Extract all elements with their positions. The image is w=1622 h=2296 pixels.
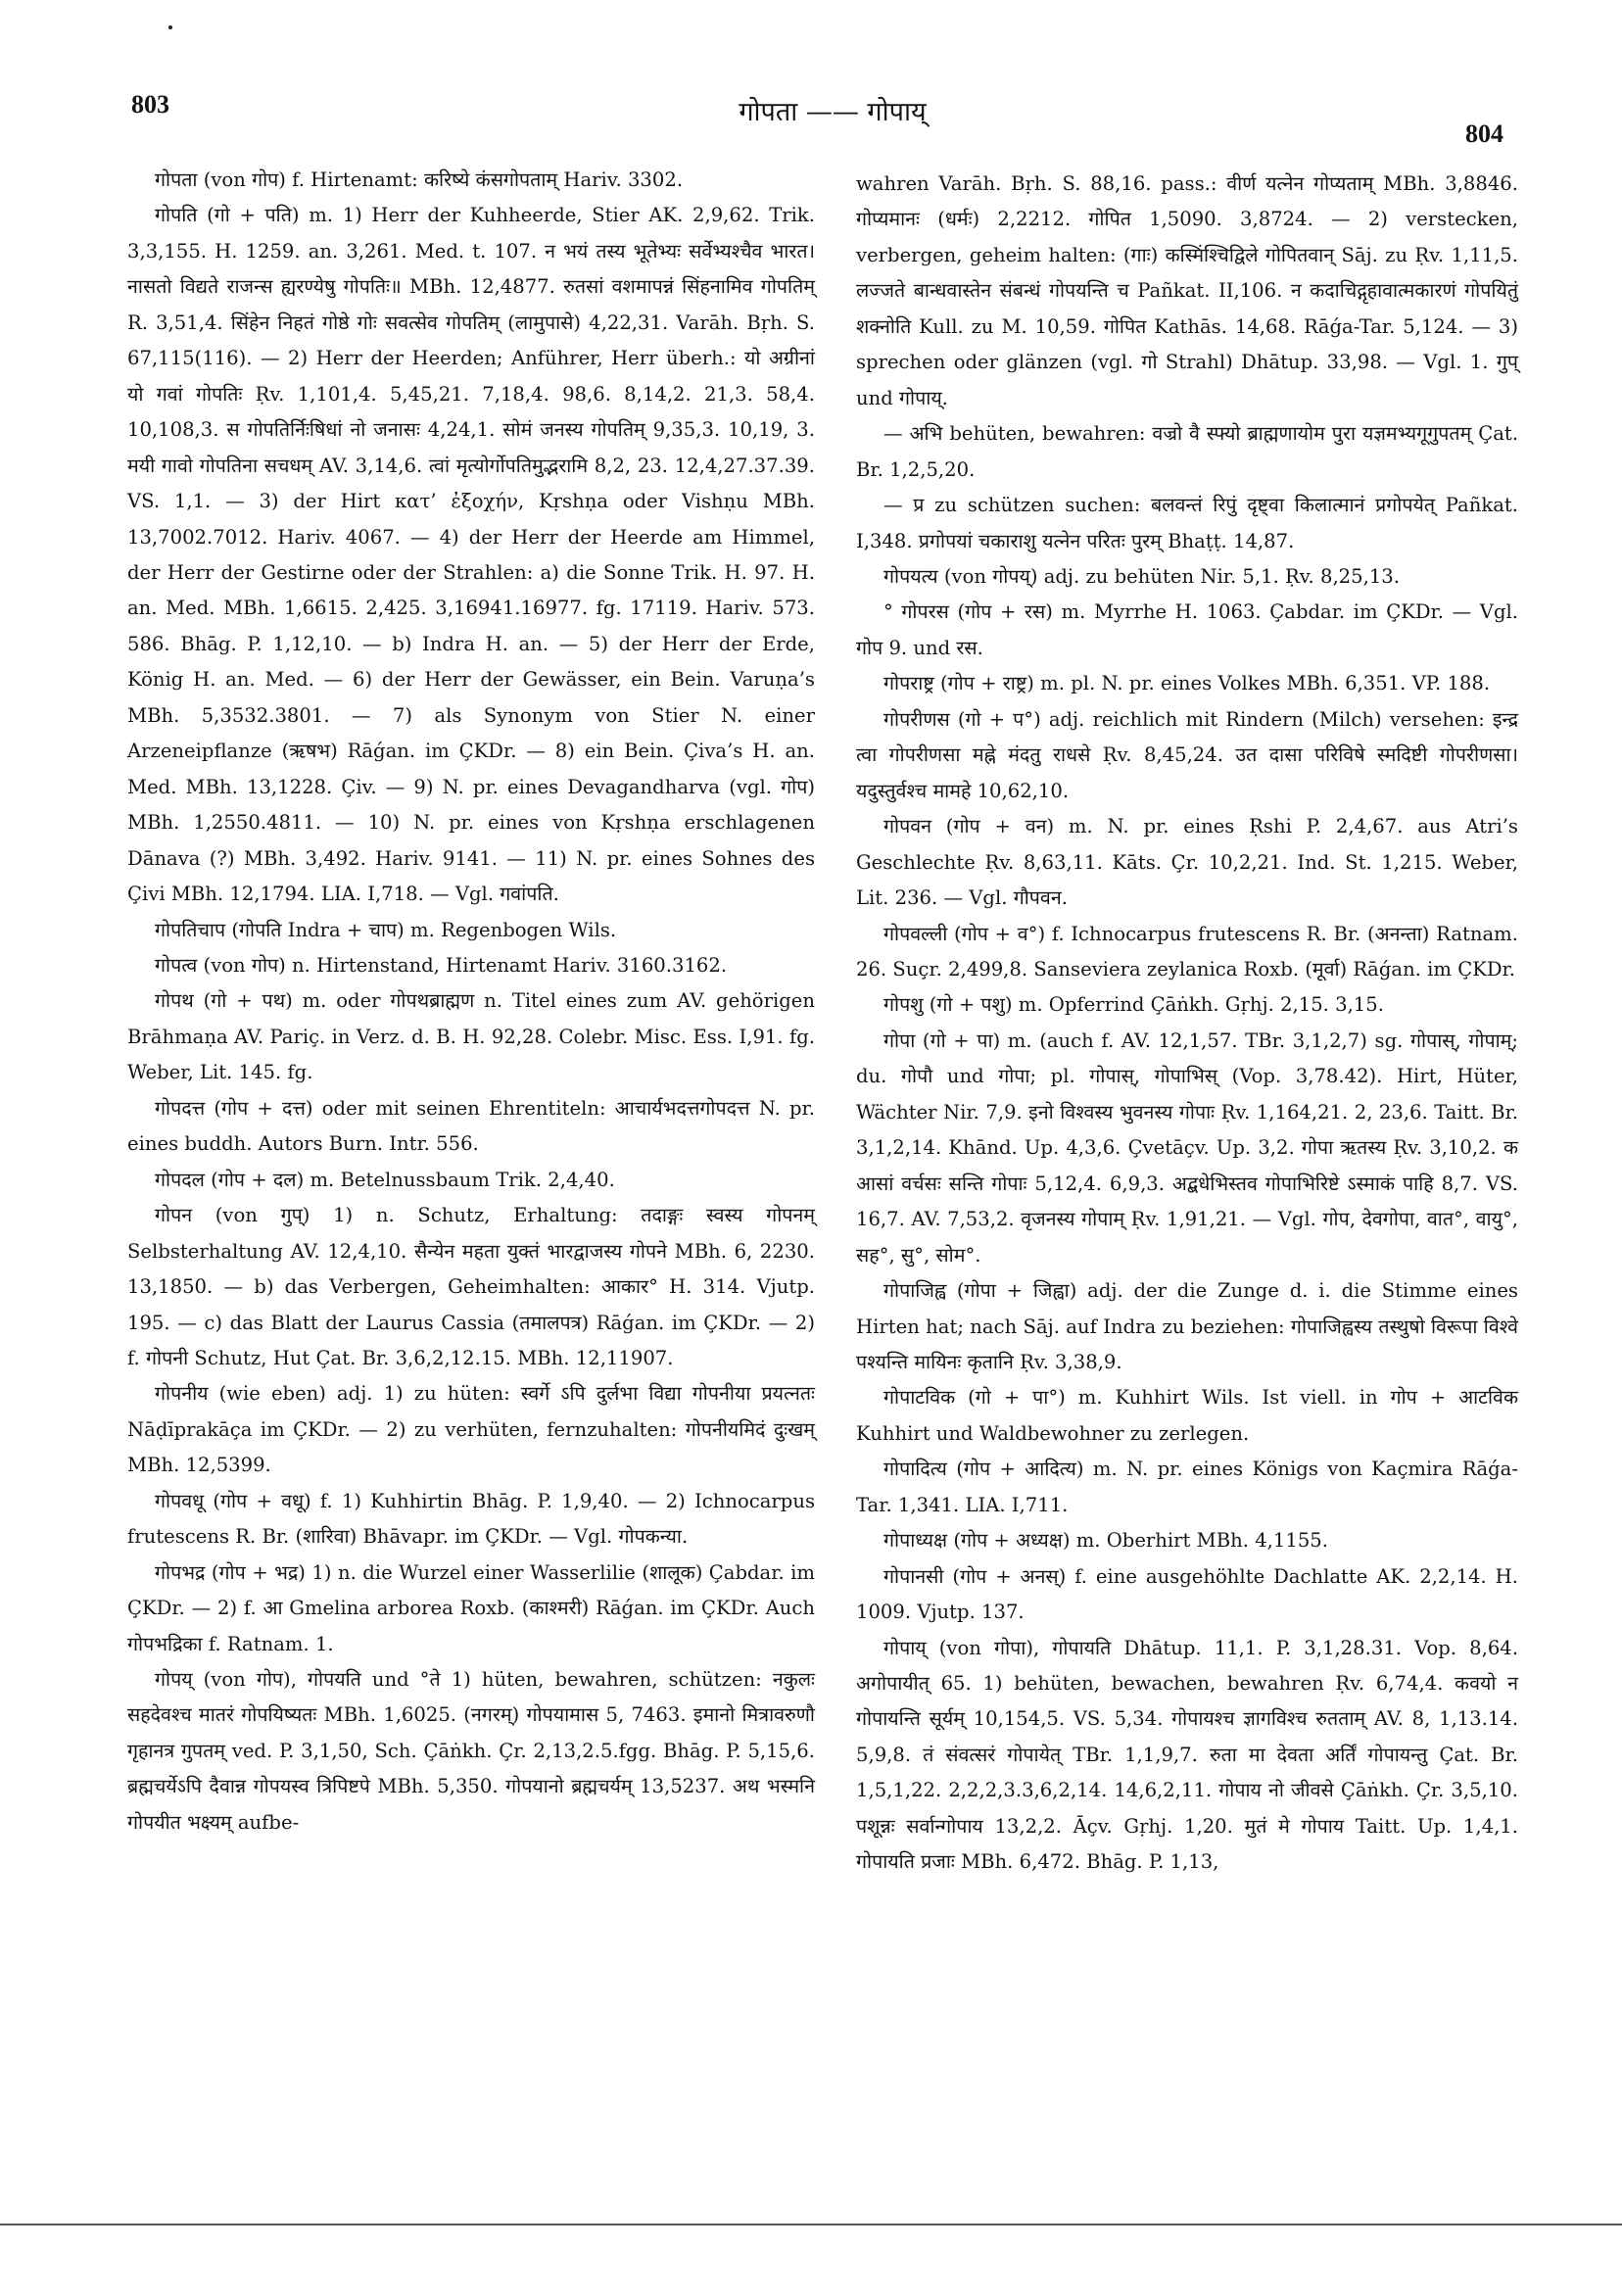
dictionary-entry: गोपशु (गो + पशु) m. Opferrind Çāṅkh. Gṛhj. 2,15. 3,15. <box>883 993 1384 1017</box>
dictionary-entry: गोपाय् (von गोपा), गोपायति Dhātup. 11,1. P. 3,1,28.31. Vop. 8,64. अगोपायीत् 65. 1) behüten, bewachen, bewahren Ṛv. 6,74,4. कवयो न गोपायन्ति सूर्यम् 10,154,5. VS. 5,34. गोपायश्च ज्ञागविश्च रुतताम् AV. 8, 1,13.14. 5,9,8. तं संवत्सरं गोपायेत् TBr. 1,1,9,7. रुता मा देवता अर्तिं गोपायन्तु Çat. Br. 1,5,1,22. 2,2,2,3.3,6,2,14. 14,6,2,11. गोपाय नो जीवसे Çāṅkh. Çr. 3,5,10. पशून्नः सर्वान्गोपाय 13,2,2. Āçv. Gṛhj. 1,20. मुतं मे गोपाय Taitt. Up. 1,4,1. गोपायति प्रजाः MBh. 6,472. Bhāg. P. 1,13, <box>856 1636 1518 1874</box>
dictionary-entry: गोपा (गो + पा) m. (auch f. AV. 12,1,57. TBr. 3,1,2,7) sg. गोपास्, गोपाम्; du. गोपौ und गोपा; pl. गोपास्, गोपाभिस् (Vop. 3,78.42). Hirt, Hüter, Wächter Nir. 7,9. इनो विश्वस्य भुवनस्य गोपाः Ṛv. 1,164,21. 2, 23,6. Taitt. Br. 3,1,2,14. Khānd. Up. 4,3,6. Çvetāçv. Up. 3,2. गोपा ऋतस्य Ṛv. 3,10,2. क आसां वर्चसः सन्ति गोपाः 5,12,4. 6,9,3. अद्बधेभिस्तव गोपाभिरिष्टे ऽस्माकं पाहि 8,7. VS. 16,7. AV. 7,53,2. वृजनस्य गोपाम् Ṛv. 1,91,21. — Vgl. गोप, देवगोपा, वात°, वायु°, सह°, सु°, सोम°. <box>856 1028 1518 1267</box>
dictionary-entry: गोपराष्ट्र (गोप + राष्ट्र) m. pl. N. pr. eines Volkes MBh. 6,351. VP. 188. <box>883 672 1491 695</box>
dictionary-entry: गोपानसी (गोप + अनस्) f. eine ausgehöhlte Dachlatte AK. 2,2,14. H. 1009. Vjutp. 137. <box>856 1564 1518 1624</box>
left-column <box>127 163 815 1841</box>
dictionary-entry: गोपवल्ली (गोप + व°) f. Ichnocarpus frutescens R. Br. (अनन्ता) Ratnam. 26. Suçr. 2,499,8. Sanseviera zeylanica Roxb. (मूर्वा) Rāǵan. im ÇKDr. <box>856 922 1518 981</box>
dictionary-entry: गोपाध्यक्ष (गोप + अध्यक्ष) m. Oberhirt MBh. 4,1155. <box>883 1529 1328 1553</box>
entry-continuation: wahren Varāh. Bṛh. S. 88,16. pass.: वीर्ण यत्नेन गोप्यताम् MBh. 3,8846. गोप्यमानः (धर्मः) 2,2212. गोपित 1,5090. 3,8724. — 2) verstecken, verbergen, geheim halten: (गाः) कस्मिंश्चिद्विले गोपितवान् Sāj. zu Ṛv. 1,11,5. लज्जते बान्धवास्तेन संबन्धं गोपयन्ति च Pañkat. II,106. न कदाचिद्गृहावात्मकारणं गोपयितुं शक्नोति Kull. zu M. 10,59. गोपित Kathās. 14,68. Rāǵa-Tar. 5,124. — 3) sprechen oder glänzen (vgl. गो Strahl) Dhātup. 33,98. — Vgl. 1. गुप् und गोपाय्. <box>856 172 1518 409</box>
footer-rule <box>0 2224 1622 2225</box>
right-column <box>856 167 1518 1881</box>
dictionary-entry: गोपाटविक (गो + पा°) m. Kuhhirt Wils. Ist viell. in गोप + आटविक Kuhhirt und Waldbewohner zu zerlegen. <box>856 1386 1518 1445</box>
dictionary-entry: गोपय् (von गोप), गोपयति und °ते 1) hüten, bewahren, schützen: नकुलः सहदेवश्च मातरं गोपयिष्यतः MBh. 1,6025. (नगरम्) गोपयामास 5, 7463. इमानो मित्रावरुणौ गृहानत्र गुपतम् ved. P. 3,1,50, Sch. Çāṅkh. Çr. 2,13,2.5.fgg. Bhāg. P. 5,15,6. ब्रह्मचर्येऽपि दैवान्न गोपयस्व त्रिपिष्टपे MBh. 5,350. गोपयानो ब्रह्मचर्यम् 13,5237. अथ भस्मनि गोपयीत भक्ष्यम् aufbe- <box>127 1668 815 1834</box>
dictionary-entry: गोपन (von गुप्) 1) n. Schutz, Erhaltung: तदाङ्गः स्वस्य गोपनम् Selbsterhaltung AV. 12,4,10. सैन्येन महता युक्तं भारद्वाजस्य गोपने MBh. 6, 2230. 13,1850. — b) das Verbergen, Geheimhalten: आकार° H. 314. Vjutp. 195. — c) das Blatt der Laurus Cassia (तमालपत्र) Rāǵan. im ÇKDr. — 2) f. गोपनी Schutz, Hut Çat. Br. 3,6,2,12.15. MBh. 12,11907. <box>127 1204 815 1369</box>
dictionary-entry: गोपतिचाप (गोपति Indra + चाप) m. Regenbogen Wils. <box>155 918 617 941</box>
dictionary-entry: गोपाजिह्व (गोपा + जिह्वा) adj. der die Zunge d. i. die Stimme eines Hirten hat; nach Sāj. auf Indra zu beziehen: गोपाजिह्वस्य तस्थुषो विरूपा विश्वे पश्यन्ति मायिनः कृतानि Ṛv. 3,38,9. <box>856 1279 1518 1373</box>
print-speck <box>168 25 172 29</box>
dictionary-entry: गोपदल (गोप + दल) m. Betelnussbaum Trik. 2,4,40. <box>155 1168 615 1191</box>
dictionary-entry: गोपनीय (wie eben) adj. 1) zu hüten: स्वर्गे ऽपि दुर्लभा विद्या गोपनीया प्रयत्नतः Nāḍīprakāça im ÇKDr. — 2) zu verhüten, fernzuhalten: गोपनीयमिदं दुःखम् MBh. 12,5399. <box>127 1382 815 1477</box>
dictionary-entry: — प्र zu schützen suchen: बलवन्तं रिपुं दृष्ट्वा किलात्मानं प्रगोपयेत् Pañkat. I,348. प्रगोपयां चकाराशु यत्नेन परितः पुरम् Bhaṭṭ. 14,87. <box>856 494 1518 552</box>
page-number-left: 803 <box>131 90 169 119</box>
dictionary-entry: गोपत्व (von गोप) n. Hirtenstand, Hirtenamt Hariv. 3160.3162. <box>155 953 728 977</box>
dictionary-entry: गोपयत्य (von गोपय्) adj. zu behüten Nir. 5,1. Ṛv. 8,25,13. <box>883 564 1400 588</box>
dictionary-entry: गोपदत्त (गोप + दत्त) oder mit seinen Ehrentiteln: आचार्यभदत्तगोपदत्त N. pr. eines buddh. Autors Burn. Intr. 556. <box>127 1096 815 1156</box>
running-title: गोपता —— गोपाय् <box>739 97 927 127</box>
dictionary-entry: गोपथ (गो + पथ) m. oder गोपथब्राह्मण n. Titel eines zum AV. gehörigen Brāhmaṇa AV. Pariç. in Verz. d. B. H. 92,28. Colebr. Misc. Ess. I,91. fg. Weber, Lit. 145. fg. <box>127 989 815 1084</box>
dictionary-entry: — अभि behüten, bewahren: वज्रो वै स्फ्यो ब्राह्मणायोम पुरा यज्ञमभ्यगूगुपतम् Çat. Br. 1,2,5,20. <box>856 422 1518 481</box>
dictionary-entry: गोपादित्य (गोप + आदित्य) m. N. pr. eines Königs von Kaçmira Rāǵa-Tar. 1,341. LIA. I,711. <box>856 1458 1518 1516</box>
dictionary-entry: गोपवन (गोप + वन) m. N. pr. eines Ṛshi P. 2,4,67. aus Atri’s Geschlechte Ṛv. 8,63,11. Kāts. Çr. 10,2,21. Ind. St. 1,215. Weber, Lit. 236. — Vgl. गौपवन. <box>856 815 1518 910</box>
dictionary-entry: गोपभद्र (गोप + भद्र) 1) n. die Wurzel einer Wasserlilie (शालूक) Çabdar. im ÇKDr. — 2) f. आ Gmelina arborea Roxb. (काश्मरी) Rāǵan. im ÇKDr. Auch गोपभद्रिका f. Ratnam. 1. <box>127 1560 815 1655</box>
dictionary-entry: ° गोपरस (गोप + रस) m. Myrrhe H. 1063. Çabdar. im ÇKDr. — Vgl. गोप 9. und रस. <box>856 600 1518 659</box>
page-number-right: 804 <box>1465 120 1503 148</box>
dictionary-entry: गोपता (von गोप) f. Hirtenamt: करिष्ये कंसगोपताम् Hariv. 3302. <box>155 168 684 191</box>
dictionary-entry: गोपति (गो + पति) m. 1) Herr der Kuhheerde, Stier AK. 2,9,62. Trik. 3,3,155. H. 1259. an. 3,261. Med. t. 107. न भयं तस्य भूतेभ्यः सर्वेभ्यश्चैव भारत। नासतो विद्यते राजन्स ह्यरण्येषु गोपतिः॥ MBh. 12,4877. रुतसां वशमापन्नं सिंहनामिव गोपतिम् R. 3,51,4. सिंहेन निहतं गोष्ठे गोः सवत्सेव गोपतिम् (लामुपासे) 4,22,31. Varāh. Bṛh. S. 67,115(116). — 2) Herr der Heerden; Anführer, Herr überh.: यो अग्रीनां यो गवां गोपतिः Ṛv. 1,101,4. 5,45,21. 7,18,4. 98,6. 8,14,2. 21,3. 58,4. 10,108,3. स गोपतिर्निःषिधां नो जनासः 4,24,1. सोमं जनस्य गोपतिम् 9,35,3. 10,19, 3. मयी गावो गोपतिना सचधम् AV. 3,14,6. त्वां मृत्योर्गोपतिमुद्भरामि 8,2, 23. 12,4,27.37.39. VS. 1,1. — 3) der Hirt κατ’ ἐξοχήν, Kṛshṇa oder Vishṇu MBh. 13,7002.7012. Hariv. 4067. — 4) der Herr der Heerde am Himmel, der Herr der Gestirne oder der Strahlen: a) die Sonne Trik. H. 97. H. an. Med. MBh. 1,6615. 2,425. 3,16941.16977. fg. 17119. Hariv. 573. 586. Bhāg. P. 1,12,10. — b) Indra H. an. — 5) der Herr der Erde, König H. an. Med. — 6) der Herr der Gewässer, ein Bein. Varuṇa’s MBh. 5,3532.3801. — 7) als Synonym von Stier N. einer Arzeneipflanze (ऋषभ) Rāǵan. im ÇKDr. — 8) ein Bein. Çiva’s H. an. Med. MBh. 13,1228. Çiv. — 9) N. pr. eines Devagandharva (vgl. गोप) MBh. 1,2550.4811. — 10) N. pr. eines von Kṛshṇa erschlagenen Dānava (?) MBh. 3,492. Hariv. 9141. — 11) N. pr. eines Sohnes des Çivi MBh. 12,1794. LIA. I,718. — Vgl. गवांपति. <box>127 204 815 906</box>
dictionary-entry: गोपरीणस (गो + प°) adj. reichlich mit Rindern (Milch) versehen: इन्द्र त्वा गोपरीणसा मह्ने मंदतु राधसे Ṛv. 8,45,24. उत दासा परिविषे स्मदिष्टी गोपरीणसा। यदुस्तुर्वश्च मामहे 10,62,10. <box>856 707 1518 802</box>
dictionary-entry: गोपवधू (गोप + वधू) f. 1) Kuhhirtin Bhāg. P. 1,9,40. — 2) Ichnocarpus frutescens R. Br. (शारिवा) Bhāvapr. im ÇKDr. — Vgl. गोपकन्या. <box>127 1489 815 1549</box>
